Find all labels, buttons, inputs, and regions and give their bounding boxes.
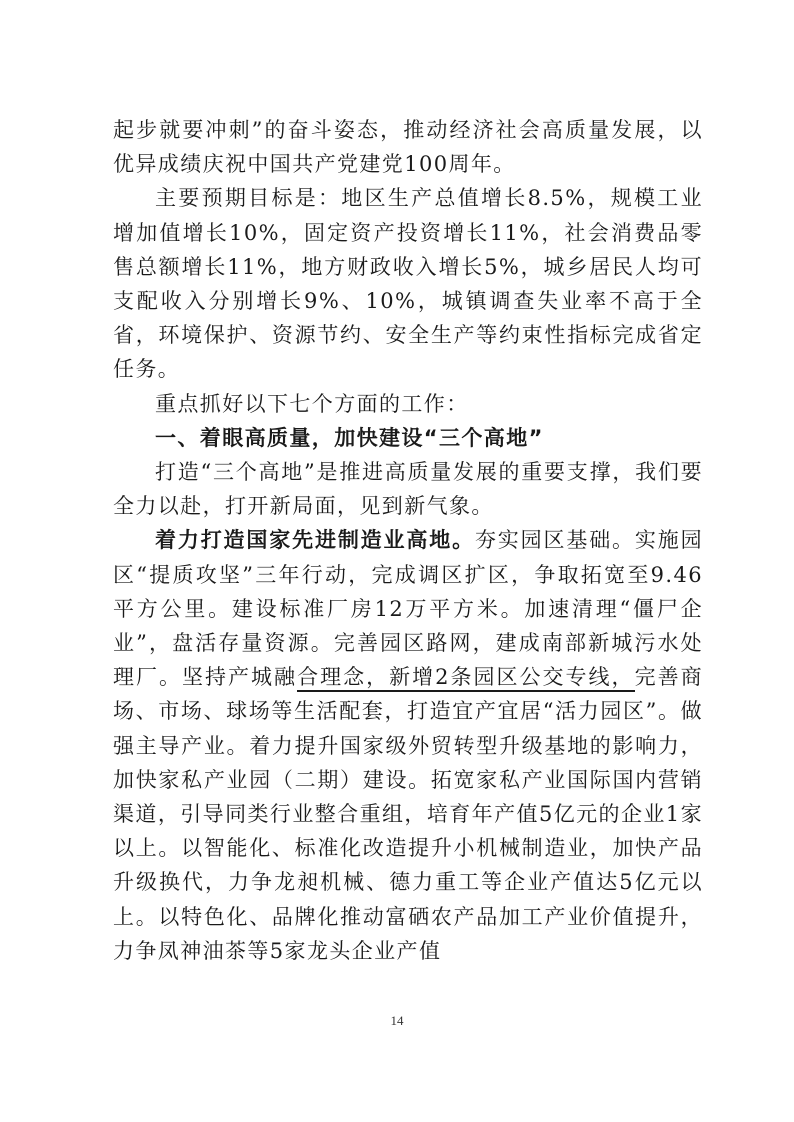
paragraph-manufacturing [113,523,703,968]
paragraph-text-part1: 夯实园区基础。实施园区“提质攻坚”三年行动，完成调区扩区，争取拓宽至9.46平方公里。建设标准厂房12万平方米。加速清理“僵尸企业”，盘活存量资源。完善园区路网，建成南部新城污水处理厂。坚持产城融 [113,528,704,690]
section-heading-1: 一、着眼高质量，加快建设“三个高地” [155,425,544,450]
paragraph-three-highlands: 打造“三个高地”是推进高质量发展的重要支撑，我们要全力以赴，打开新局面，见到新气象。 [113,460,703,519]
paragraph-lead-bold: 着力打造国家先进制造业高地。 [155,527,475,553]
page-number: 14 [390,1013,404,1028]
body-text [113,113,703,968]
paragraph-continuation: 起步就要冲刺”的奋斗姿态，推动经济社会高质量发展，以优异成绩庆祝中国共产党建党100周年。 [113,118,703,177]
paragraph-text-part2: 完善商场、市场、球场等生活配套，打造宜产宜居“活力园区”。做强主导产业。着力提升国家级外贸转型升级基地的影响力，加快家私产业园（二期）建设。拓宽家私产业国际国内营销渠道，引导同类行业整合重组，培育年产值5亿元的企业1家以上。以智能化、标准化改造提升小机械制造业，加快产品升级换代，力争龙昶机械、德力重工等企业产值达5亿元以上。以特色化、品牌化推动富硒农产品加工产业价值提升，力争凤神油茶等5家龙头企业产值 [113,665,703,963]
paragraph-key-work: 重点抓好以下七个方面的工作： [155,391,469,416]
underlined-text: 合理念，新增2条园区公交专线， [297,665,635,692]
paragraph-targets: 主要预期目标是：地区生产总值增长8.5%，规模工业增加值增长10%，固定资产投资增长11%，社会消费品零售总额增长11%，地方财政收入增长5%，城乡居民人均可支配收入分别增长9%、10%，城镇调查失业率不高于全省，环境保护、资源节约、安全生产等约束性指标完成省定任务。 [113,186,703,382]
